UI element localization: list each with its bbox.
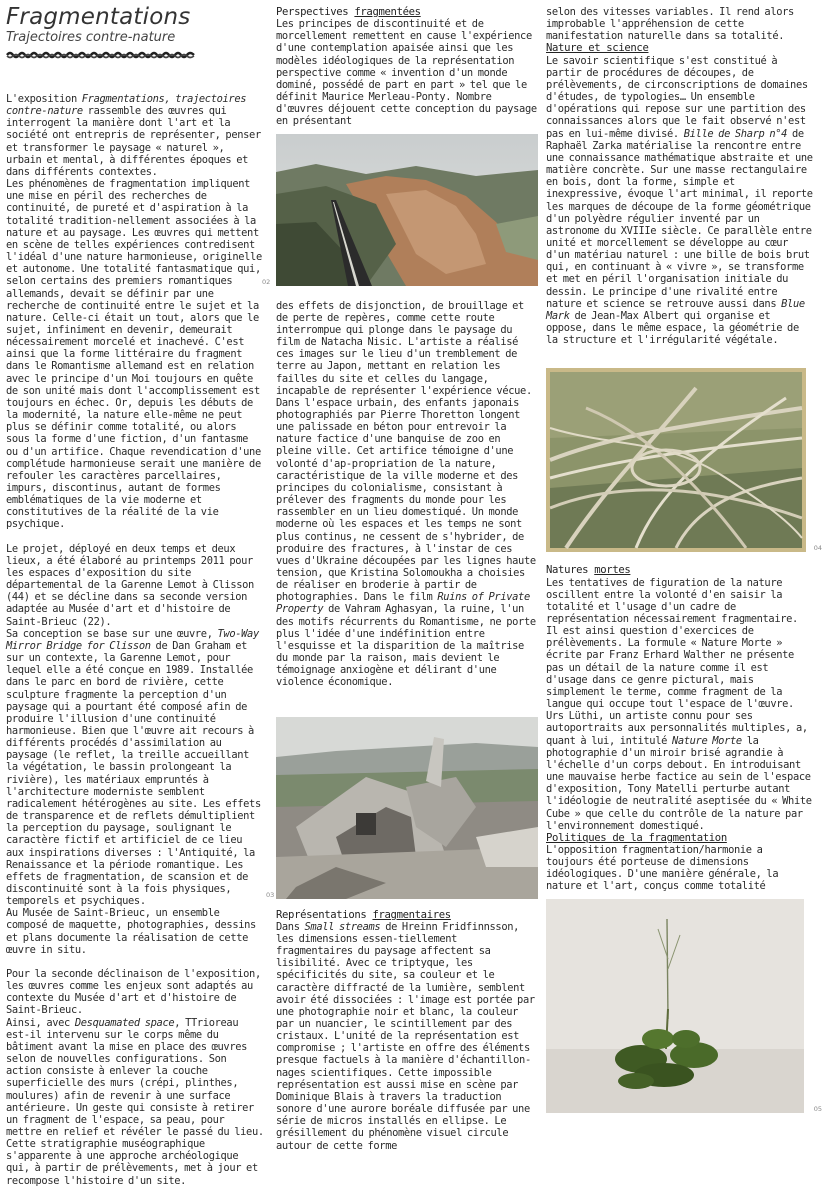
- saint-brieuc-paragraph: Au Musée de Saint-Brieuc, un ensemble composé de maquette, photographies, dessins et plans documente la réalisation de cette œuvre in situ.: [6, 907, 256, 956]
- project-paragraph: Le projet, déployé en deux temps et deux lieux, a été élaboré au printemps 2011 pour les espaces d'exposition du site départemental de la Garenne Lemot à Clisson (44) et se décline dans sa seconde version adaptée au Musée d'art et d'histoire de Saint-Brieuc (22).: [6, 542, 254, 628]
- second-version-paragraph: Pour la seconde déclinaison de l'exposition, les œuvres comme les enjeux sont adaptés au contexte du Musée d'art et d'histoire de Saint-Brieuc.: [6, 967, 261, 1017]
- section-heading-natures-mortes: Natures mortes: [546, 564, 631, 577]
- column-right: [546, 6, 822, 1113]
- perspectives-paragraph: Les principes de discontinuité et de morcellement remettent en cause l'expérience d'une contemplation apaisée ainsi que les modèles idéologiques de la représentation perspective comme « invention d'un monde dominé, possédé de part en part » tel que le définit Maurice Merleau-Ponty. Nombre d'œuvres déjouent cette conception du paysage en présentant: [276, 18, 537, 128]
- figure-02-road-photo: [262, 134, 538, 286]
- natures-mortes-paragraph: Les tentatives de figuration de la nature oscillent entre la volonté d'en saisir la totalité et l'usage d'un cadre de représentation nécessairement fragmentaire. Il est ainsi question d'exercices de prélèvements. La formule « Nature Morte » écrite par Franz Erhard Walther ne présente pas un détail de la nature comme il est d'usage dans ce genre pictural, mais simplement le terme, comme fragment de la langue qui occupe tout l'espace de l'œuvre. Urs Lüthi, un artiste connu pour ses autoportraits aux personnalités multiples, a, quant à lui, intitulé Nature Morte la photographie d'un miroir brisé agrandie à l'échelle d'un corps debout. En introduisant une mauvaise herbe factice au sein de l'espace d'exposition, Tony Matelli perturbe autant l'idéologie de neutralité aseptisée du « White Cube » que celle du contrôle de la nature par l'environnement domestiqué.: [546, 576, 812, 832]
- weed-photo-image: [546, 899, 804, 1113]
- section-heading-nature-science: Nature et science: [546, 42, 649, 55]
- nature-science-paragraph: Le savoir scientifique s'est constitué à partir de procédures de découpes, de prélèvements, de circonscriptions de domaines d'études, de typologies… Un ensemble d'opérations qui repose sur une partition des connaissances alors que le fait observé n'est pas en lui-même divisé. Bille de Sharp n°4 de Raphaël Zarka matérialise la rencontre entre une connaissance mathématique abstraite et une matière concrète. Sur une masse rectangulaire en bois, dont la forme, simple et inexpressive, évoque l'art minimal, il reporte les marques de découpe de la forme géométrique d'un polyèdre régulier inventé par un astronome du XVIIIe siècle. Ce parallèle entre unité et morcellement se développe au cœur d'un matériau naturel : une bille de bois brut qui, en continuant à « vivre », se transforme et met en péril l'organisation initiale du dessin. Le principe d'une rivalité entre nature et science se retrouve aussi dans Blue Mark de Jean-Max Albert qui organise et oppose, dans le même espace, la géométrie de la structure et l'irrégularité végétale.: [546, 54, 813, 347]
- figure-number-02: 02: [262, 277, 271, 286]
- scribble-divider: [6, 51, 196, 59]
- figure-number-04: 04: [813, 544, 822, 553]
- figure-number-03: 03: [266, 890, 275, 899]
- politiques-paragraph: L'opposition fragmentation/harmonie a toujours été porteuse de dimensions idéologiques. D'une manière générale, la nature et l'art, conçus comme totalité: [546, 843, 779, 893]
- figure-number-05: 05: [813, 1104, 822, 1113]
- figure-05-weed-photo: [546, 899, 822, 1113]
- continuation-paragraph: selon des vitesses variables. Il rend alors improbable l'appréhension de cette manifestation naturelle dans sa totalité.: [546, 6, 794, 43]
- section-heading-politiques: Politiques de la fragmentation: [546, 831, 727, 844]
- section-heading-representations: Représentations fragmentaires: [276, 908, 451, 921]
- column-left: [6, 6, 264, 1187]
- page-subtitle: Trajectoires contre-nature: [6, 30, 176, 45]
- representations-paragraph: Dans Small streams de Hreinn Fridfinnsson, les dimensions essen-tiellement fragmentaires du paysage affectent sa lisibilité. Avec ce triptyque, les spécificités du site, sa couleur et le caractère diffracté de la lumière, semblent avoir été dissociées : l'image est portée par une photographie noir et blanc, la couleur par un nuancier, le scintillement par des cristaux. L'unité de la représentation est compromise ; l'artiste en offre des éléments presque factuels à la manière d'échantillon-nages scientifiques. Cette impossible représentation est aussi mise en scène par Dominique Blais à travers la traduction sonore d'une aurore boréale diffusée par une série de micros installés en ellipse. Le grésillement du phénomène visuel circule autour de cette forme: [276, 920, 535, 1152]
- figure-03-ruins-photo: [266, 717, 538, 899]
- intro-paragraph: L'exposition Fragmentations, trajectoires contre-nature rassemble des œuvres qui interrogent la manière dont l'art et la société ont entrepris de représenter, penser et transformer le paysage « naturel », urbain et mental, à différentes époques et dans différents contextes.: [6, 93, 261, 178]
- section-heading-perspectives: Perspectives fragmentées: [276, 6, 421, 18]
- road-photo-image: [276, 134, 538, 286]
- fragmentation-paragraph: Les phénomènes de fragmentation impliquent une mise en péril des recherches de continuité, de pureté et d'aspiration à la totalité tradition-nellement associées à la nature et au paysage. Les œuvres qui mettent en scène de telles expériences contredisent l'idéal d'une nature harmonieuse, originelle et autonome. Une totalité fantasmatique qui, selon certains des premiers romantiques allemands, devait se définir par une recherche de continuité entre le sujet et la nature. Celle-ci était un tout, alors que le sujet, infiniment en devenir, demeurait nécessairement morcelé et inachevé. C'est ainsi que la forme littéraire du fragment dans le Romantisme allemand est en relation avec le principe d'un Moi toujours en quête de son unité mais dont l'accomplissement est toujours en échec. Or, depuis les débuts de la modernité, la nature elle-même ne peut plus se définir comme totalité, ou alors sous la forme d'une fiction, d'un fantasme ou d'un artifice. Chaque revendication d'une complétude harmonieuse serait une manière de refouler les caractères parcellaires, impurs, discontinus, autant de formes emblématiques de la vie moderne et constitutives de la réalité de la vie psychique.: [6, 178, 262, 531]
- graham-paragraph: Sa conception se base sur une œuvre, Two-Way Mirror Bridge for Clisson de Dan Graham et sur un contexte, la Garenne Lemot, pour lequel elle a été conçue en 1989. Installée dans le parc en bord de rivière, cette sculpture fragmente la perception d'un paysage qui a pourtant été composé afin de produire l'illusion d'une continuité harmonieuse. Bien que l'œuvre ait recours à différents procédés d'assimilation au paysage (le reflet, la treille accueillant la végétation, le bassin prolongeant la rivière), les matériaux empruntés à l'architecture moderniste semblent radicalement hétérogènes au site. Les effets de transparence et de reflets démultiplient la perception du paysage, soulignant le caractère fictif et artificiel de ce lieu aux inspirations diverses : l'Antiquité, la Renaissance et la période romantique. Les effets de fragmentation, de scansion et de discontinuité sont à la fois physiques, temporels et psychiques.: [6, 627, 261, 908]
- disjunction-paragraph: des effets de disjonction, de brouillage et de perte de repères, comme cette route interrompue qui plonge dans le paysage du film de Natacha Nisic. L'artiste a réalisé ces images sur le lieu d'un tremblement de terre au Japon, mettant en relation les failles du site et celles du langage, incapable de représenter l'expérience vécue. Dans l'espace urbain, des enfants japonais photographiés par Pierre Thoretton longent une palissade en béton pour entrevoir la nature factice d'une banquise de zoo en pleine ville. Cet artifice témoigne d'une volonté d'ap-propriation de la nature, caractéristique de la ville moderne et des principes du colonialisme, consistant à prélever des fragments du monde pour les rassembler en un lieu domestiqué. Un monde moderne où les espaces et les temps ne sont plus continus, ne cessent de s'hybrider, de produire des fractures, à l'instar de ces vues d'Ukraine découpées par les lignes haute tension, que Kristina Solomoukha a choisies de réaliser en broderie à partir de photographies. Dans le film Ruins of Private Property de Vahram Aghasyan, la ruine, l'un des motifs récurrents du Romantisme, ne porte plus l'idée d'une indéfinition entre l'esquisse et la disparition de la maîtrise du monde par la raison, mais devient le témoignage anxiogène et délirant d'une violence économique.: [276, 299, 536, 689]
- figure-04-highway-embroidery: [546, 368, 822, 553]
- page-title: Fragmentations: [6, 4, 191, 30]
- highway-embroidery-image: [546, 368, 806, 552]
- desquamated-paragraph: Ainsi, avec Desquamated space, TTrioreau est-il intervenu sur le corps même du bâtiment avant la mise en place des œuvres selon de nouvelles configurations. Son action consiste à enlever la couche superficielle des murs (crépi, plinthes, moulures) afin de revenir à une surface antérieure. Un geste qui consiste à retirer un fragment de l'espace, sa peau, pour mettre en relief et révéler le passé du lieu. Cette stratigraphie muséographique s'apparente à une approche archéologique qui, à partir de prélèvements, met à jour et recompose l'histoire d'un site.: [6, 1016, 264, 1187]
- ruins-photo-image: [276, 717, 538, 899]
- column-middle: [262, 6, 538, 1152]
